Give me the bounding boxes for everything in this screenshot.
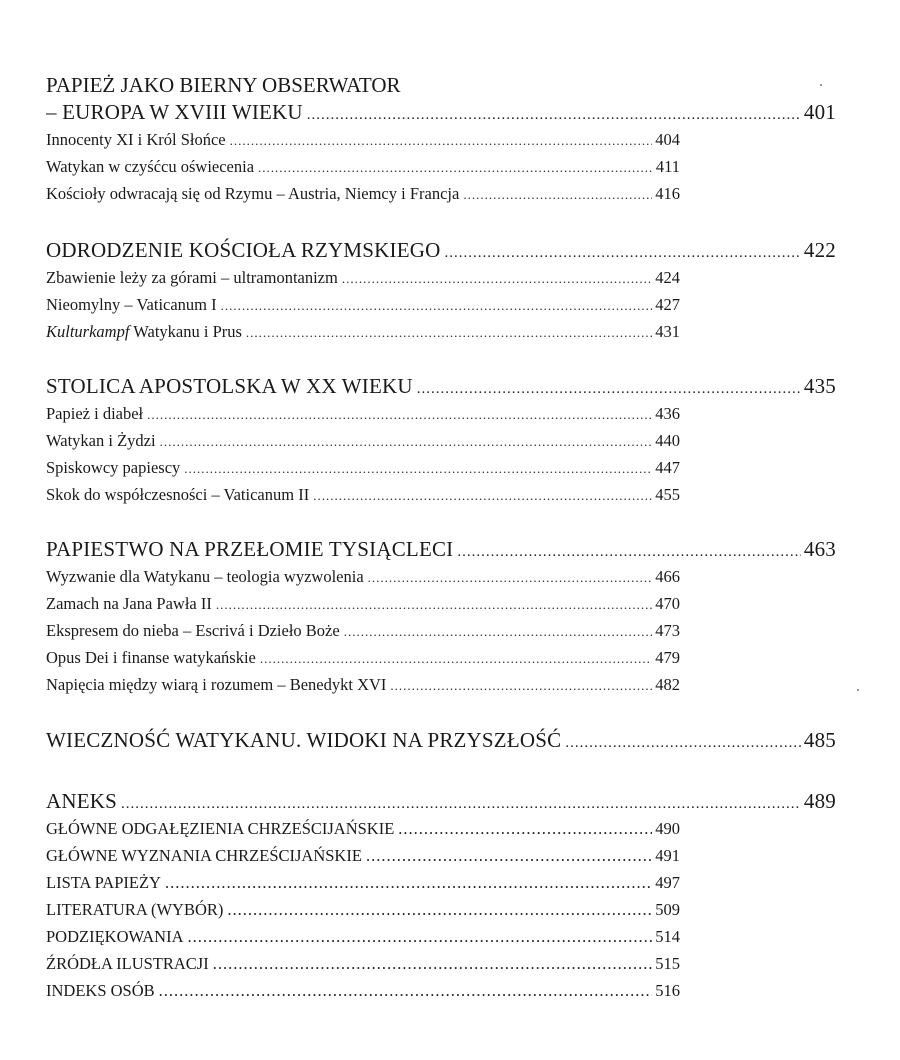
section-title-text: ANEKS xyxy=(46,789,118,813)
dot-leader xyxy=(165,869,652,896)
page-number: 431 xyxy=(655,322,680,341)
entry-title: GŁÓWNE ODGAŁĘZIENIA CHRZEŚCIJAŃSKIE xyxy=(46,819,395,838)
dot-leader xyxy=(565,727,801,754)
entry-title: Opus Dei i finanse watykańskie xyxy=(46,648,256,667)
toc-section-5 xyxy=(46,727,836,754)
entry-title-rest: Watykanu i Prus xyxy=(129,322,242,341)
page-number: 497 xyxy=(655,873,680,892)
toc-entry[interactable] xyxy=(46,842,680,869)
section-title-text: PAPIEŻ JAKO BIERNY OBSERWATOR xyxy=(46,73,401,97)
entry-title: PODZIĘKOWANIA xyxy=(46,927,184,946)
dot-leader xyxy=(307,99,801,126)
page-number: 466 xyxy=(655,567,680,586)
page-number: 447 xyxy=(655,458,680,477)
entry-title: Innocenty XI i Król Słońce xyxy=(46,130,226,149)
dot-leader xyxy=(463,180,652,207)
entry-title-italic: Kulturkampf xyxy=(46,322,130,341)
page-number: 401 xyxy=(803,100,836,124)
dot-leader xyxy=(213,950,653,977)
dot-leader xyxy=(230,126,653,153)
toc-entry[interactable] xyxy=(46,869,680,896)
scan-speck xyxy=(857,689,859,691)
dot-leader xyxy=(187,923,652,950)
dot-leader xyxy=(344,617,653,644)
toc-section-4 xyxy=(46,536,836,698)
section-title-text: ODRODZENIE KOŚCIOŁA RZYMSKIEGO xyxy=(46,238,441,262)
dot-leader xyxy=(313,481,652,508)
entry-title: Watykan w czyśćcu oświecenia xyxy=(46,157,255,176)
toc-entry[interactable] xyxy=(46,126,680,153)
page-number: 463 xyxy=(803,537,836,561)
section-heading[interactable] xyxy=(46,237,836,264)
dot-leader xyxy=(147,400,652,427)
page-number: 473 xyxy=(655,621,680,640)
page-number: 514 xyxy=(655,927,680,946)
page-number: 509 xyxy=(655,900,680,919)
toc-section-3 xyxy=(46,373,836,508)
dot-leader xyxy=(258,153,653,180)
entry-title: Zbawienie leży za górami – ultramontanizm xyxy=(46,268,338,287)
entry-title: GŁÓWNE WYZNANIA CHRZEŚCIJAŃSKIE xyxy=(46,846,362,865)
page-number: 470 xyxy=(655,594,680,613)
dot-leader xyxy=(159,977,653,1004)
dot-leader xyxy=(398,815,652,842)
page-number: 515 xyxy=(655,954,680,973)
entry-title: LISTA PAPIEŻY xyxy=(46,873,161,892)
section-title-text: STOLICA APOSTOLSKA W XX WIEKU xyxy=(46,374,413,398)
entry-title: LITERATURA (WYBÓR) xyxy=(46,900,224,919)
toc-entry[interactable] xyxy=(46,617,680,644)
dot-leader xyxy=(160,427,653,454)
entry-title: Wyzwanie dla Watykanu – teologia wyzwolenia xyxy=(46,567,364,586)
dot-leader xyxy=(457,536,801,563)
section-heading[interactable] xyxy=(46,99,836,126)
page-number: 416 xyxy=(655,184,680,203)
toc-entry[interactable] xyxy=(46,481,680,508)
toc-entry[interactable] xyxy=(46,318,680,345)
toc-entry[interactable] xyxy=(46,671,680,698)
toc-entry[interactable] xyxy=(46,153,680,180)
page-number: 411 xyxy=(655,157,680,176)
toc-entry[interactable] xyxy=(46,590,680,617)
dot-leader xyxy=(216,590,652,617)
entry-title: Spiskowcy papiescy xyxy=(46,458,181,477)
entry-title: INDEKS OSÓB xyxy=(46,981,155,1000)
toc-entry[interactable] xyxy=(46,454,680,481)
toc-entry[interactable] xyxy=(46,896,680,923)
entry-title: Watykan i Żydzi xyxy=(46,431,156,450)
entry-title: Kościoły odwracają się od Rzymu – Austria, Niemcy i Francja xyxy=(46,184,460,203)
page-number: 440 xyxy=(655,431,680,450)
toc-entry[interactable] xyxy=(46,291,680,318)
page-number: 427 xyxy=(655,295,680,314)
dot-leader xyxy=(368,563,653,590)
page-number: 482 xyxy=(655,675,680,694)
section-title-text: PAPIESTWO NA PRZEŁOMIE TYSIĄCLECI xyxy=(46,537,454,561)
toc-entry[interactable] xyxy=(46,563,680,590)
scan-speck xyxy=(820,84,822,86)
page-number: 455 xyxy=(655,485,680,504)
page-number: 404 xyxy=(655,130,680,149)
section-heading[interactable] xyxy=(46,373,836,400)
toc-entry[interactable] xyxy=(46,923,680,950)
section-title-text: – EUROPA W XVIII WIEKU xyxy=(46,100,303,124)
page-number: 435 xyxy=(803,374,836,398)
toc-entry[interactable] xyxy=(46,400,680,427)
entry-title: Skok do współczesności – Vaticanum II xyxy=(46,485,310,504)
section-heading[interactable] xyxy=(46,727,836,754)
toc-entry[interactable] xyxy=(46,427,680,454)
toc-entry[interactable] xyxy=(46,977,680,1004)
section-title-line1 xyxy=(46,72,836,99)
section-heading[interactable] xyxy=(46,536,836,563)
dot-leader xyxy=(246,318,652,345)
page-number: 489 xyxy=(803,789,836,813)
page-number: 485 xyxy=(803,728,836,752)
toc-entry[interactable] xyxy=(46,950,680,977)
dot-leader xyxy=(227,896,652,923)
dot-leader xyxy=(260,644,652,671)
dot-leader xyxy=(445,237,801,264)
dot-leader xyxy=(121,788,801,815)
dot-leader xyxy=(366,842,652,869)
page-number: 491 xyxy=(655,846,680,865)
entry-title: Papież i diabeł xyxy=(46,404,144,423)
toc-entry[interactable] xyxy=(46,180,680,207)
toc-entry[interactable] xyxy=(46,264,680,291)
entry-title xyxy=(46,318,242,345)
toc-section-6 xyxy=(46,788,836,1004)
entry-title: Ekspresem do nieba – Escrivá i Dzieło Boże xyxy=(46,621,340,640)
page-number: 516 xyxy=(655,981,680,1000)
section-title-text: WIECZNOŚĆ WATYKANU. WIDOKI NA PRZYSZŁOŚĆ xyxy=(46,728,562,752)
page-number: 424 xyxy=(655,268,680,287)
toc-section-1 xyxy=(46,72,836,207)
dot-leader xyxy=(417,373,801,400)
page-number: 479 xyxy=(655,648,680,667)
entry-title: Zamach na Jana Pawła II xyxy=(46,594,212,613)
entry-title: Nieomylny – Vaticanum I xyxy=(46,295,217,314)
dot-leader xyxy=(184,454,652,481)
page-number: 490 xyxy=(655,819,680,838)
section-heading[interactable] xyxy=(46,788,836,815)
page-number: 436 xyxy=(655,404,680,423)
dot-leader xyxy=(390,671,652,698)
entry-title: ŹRÓDŁA ILUSTRACJI xyxy=(46,954,209,973)
page-number: 422 xyxy=(803,238,836,262)
toc-entry[interactable] xyxy=(46,644,680,671)
entry-title: Napięcia między wiarą i rozumem – Benedykt XVI xyxy=(46,675,387,694)
dot-leader xyxy=(221,291,653,318)
toc-section-2 xyxy=(46,237,836,345)
dot-leader xyxy=(342,264,652,291)
toc-entry[interactable] xyxy=(46,815,680,842)
